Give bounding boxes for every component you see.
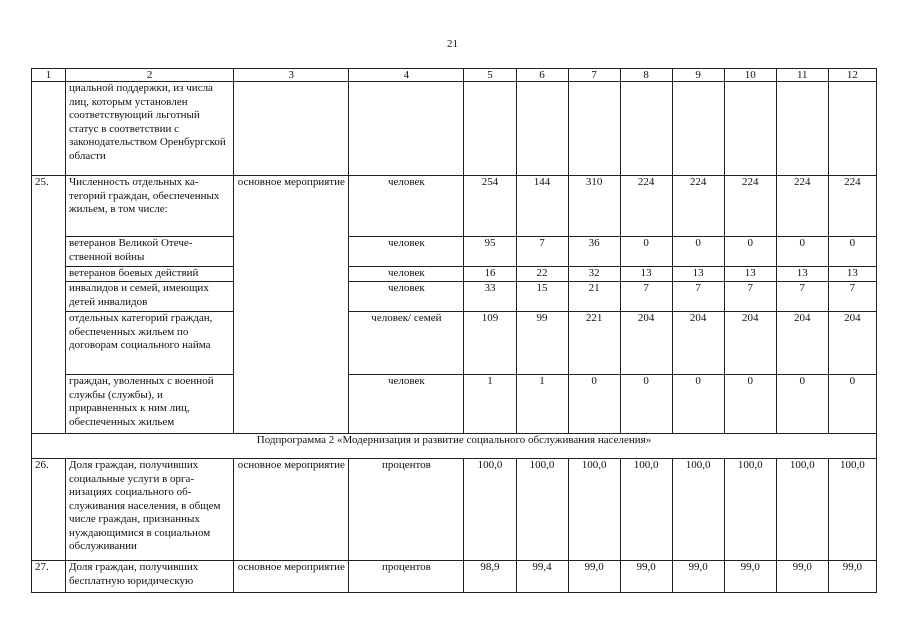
value-cell: 100,0 — [828, 459, 876, 561]
value-cell: 7 — [620, 282, 672, 312]
header-row — [32, 69, 877, 82]
value-cell: 98,9 — [464, 561, 516, 593]
value-cell: 204 — [724, 312, 776, 375]
header-cell: 2 — [66, 69, 234, 82]
value-cell: 7 — [672, 282, 724, 312]
value-cell: 100,0 — [724, 459, 776, 561]
value-cell: 99,0 — [568, 561, 620, 593]
unit: человек — [349, 237, 464, 267]
value-cell: 100,0 — [516, 459, 568, 561]
value-cell: 100,0 — [568, 459, 620, 561]
value-cell: 99,0 — [828, 561, 876, 593]
indicator-type: основное мероприятие — [234, 176, 349, 434]
value-cell: 0 — [620, 375, 672, 434]
table-row — [32, 561, 877, 593]
value-cell: 0 — [776, 237, 828, 267]
value-cell: 7 — [516, 237, 568, 267]
indicator-name: ветеранов Великой Отечественной войны — [66, 237, 234, 267]
table-row — [32, 459, 877, 561]
unit: человек — [349, 176, 464, 237]
value-cell: 224 — [828, 176, 876, 237]
indicators-table — [31, 68, 877, 593]
value-cell: 99,4 — [516, 561, 568, 593]
value-cell: 204 — [672, 312, 724, 375]
row-number: 25. — [32, 176, 66, 434]
indicator-type: основное мероприятие — [234, 459, 349, 561]
unit: процентов — [349, 459, 464, 561]
unit: человек/ семей — [349, 312, 464, 375]
value-cell: 13 — [828, 267, 876, 282]
value-cell: 100,0 — [620, 459, 672, 561]
value-cell: 16 — [464, 267, 516, 282]
header-cell: 12 — [828, 69, 876, 82]
header-cell: 1 — [32, 69, 66, 82]
value-cell: 33 — [464, 282, 516, 312]
table-row — [32, 267, 877, 282]
indicator-name: инвалидов и семей, имеющих детей инвалидов — [66, 282, 234, 312]
indicator-name: Доля граждан, получивших бесплатную юридическую — [66, 561, 234, 593]
table-row — [32, 375, 877, 434]
unit: человек — [349, 267, 464, 282]
value-cell: 100,0 — [672, 459, 724, 561]
value-cell: 224 — [620, 176, 672, 237]
value-cell: 99,0 — [620, 561, 672, 593]
table-row — [32, 176, 877, 237]
header-cell: 10 — [724, 69, 776, 82]
header-cell: 5 — [464, 69, 516, 82]
value-cell: 0 — [828, 375, 876, 434]
table-row — [32, 282, 877, 312]
header-cell: 11 — [776, 69, 828, 82]
unit: процентов — [349, 561, 464, 593]
value-cell: 0 — [724, 375, 776, 434]
value-cell: 99 — [516, 312, 568, 375]
header-cell: 9 — [672, 69, 724, 82]
value-cell: 221 — [568, 312, 620, 375]
value-cell: 109 — [464, 312, 516, 375]
page-number: 21 — [447, 38, 458, 50]
value-cell: 0 — [568, 375, 620, 434]
value-cell: 0 — [828, 237, 876, 267]
table-row — [32, 312, 877, 375]
value-cell: 7 — [724, 282, 776, 312]
indicator-type: основное мероприятие — [234, 561, 349, 593]
value-cell: 144 — [516, 176, 568, 237]
value-cell: 254 — [464, 176, 516, 237]
value-cell: 224 — [776, 176, 828, 237]
value-cell: 204 — [828, 312, 876, 375]
value-cell: 100,0 — [776, 459, 828, 561]
value-cell: 224 — [724, 176, 776, 237]
indicator-name: граждан, уволенных с военной службы (службы), и приравненных к ним лиц, обеспеченных жильем — [66, 375, 234, 434]
value-cell: 0 — [776, 375, 828, 434]
indicator-name: циальной поддержки, из числа лиц, которым установлен соответствующий льготный статус в соответствии с законодательством Оренбургской области — [66, 82, 234, 176]
value-cell: 99,0 — [776, 561, 828, 593]
header-cell: 8 — [620, 69, 672, 82]
value-cell: 95 — [464, 237, 516, 267]
value-cell: 7 — [776, 282, 828, 312]
indicator-name: ветеранов боевых действий — [66, 267, 234, 282]
row-number: 26. — [32, 459, 66, 561]
subprogram-heading: Подпрограмма 2 «Модернизация и развитие социального обслуживания населения» — [32, 434, 877, 459]
value-cell: 21 — [568, 282, 620, 312]
value-cell: 99,0 — [724, 561, 776, 593]
unit: человек — [349, 375, 464, 434]
value-cell: 13 — [620, 267, 672, 282]
header-cell: 7 — [568, 69, 620, 82]
value-cell: 0 — [724, 237, 776, 267]
indicator-name: Доля граждан, получивших социальные услуги в организациях социального обслуживания населения, в общем числе граждан, признанных нуждающимися в социальном обслуживании — [66, 459, 234, 561]
value-cell: 7 — [828, 282, 876, 312]
value-cell: 1 — [464, 375, 516, 434]
indicator-name: Численность отдельных категорий граждан, обеспеченных жильем, в том числе: — [66, 176, 234, 237]
value-cell: 224 — [672, 176, 724, 237]
value-cell: 0 — [672, 237, 724, 267]
value-cell: 0 — [620, 237, 672, 267]
header-cell: 4 — [349, 69, 464, 82]
value-cell: 13 — [724, 267, 776, 282]
value-cell: 36 — [568, 237, 620, 267]
header-cell: 6 — [516, 69, 568, 82]
table-row — [32, 237, 877, 267]
value-cell: 204 — [620, 312, 672, 375]
table-row — [32, 434, 877, 459]
table-row — [32, 82, 877, 176]
row-number: 27. — [32, 561, 66, 593]
value-cell: 0 — [672, 375, 724, 434]
value-cell: 32 — [568, 267, 620, 282]
value-cell: 310 — [568, 176, 620, 237]
unit: человек — [349, 282, 464, 312]
value-cell: 13 — [776, 267, 828, 282]
value-cell: 204 — [776, 312, 828, 375]
value-cell: 15 — [516, 282, 568, 312]
indicator-name: отдельных категорий граждан, обеспеченных жильем по договорам социального найма — [66, 312, 234, 375]
value-cell: 22 — [516, 267, 568, 282]
value-cell: 13 — [672, 267, 724, 282]
value-cell: 99,0 — [672, 561, 724, 593]
header-cell: 3 — [234, 69, 349, 82]
value-cell: 1 — [516, 375, 568, 434]
value-cell: 100,0 — [464, 459, 516, 561]
